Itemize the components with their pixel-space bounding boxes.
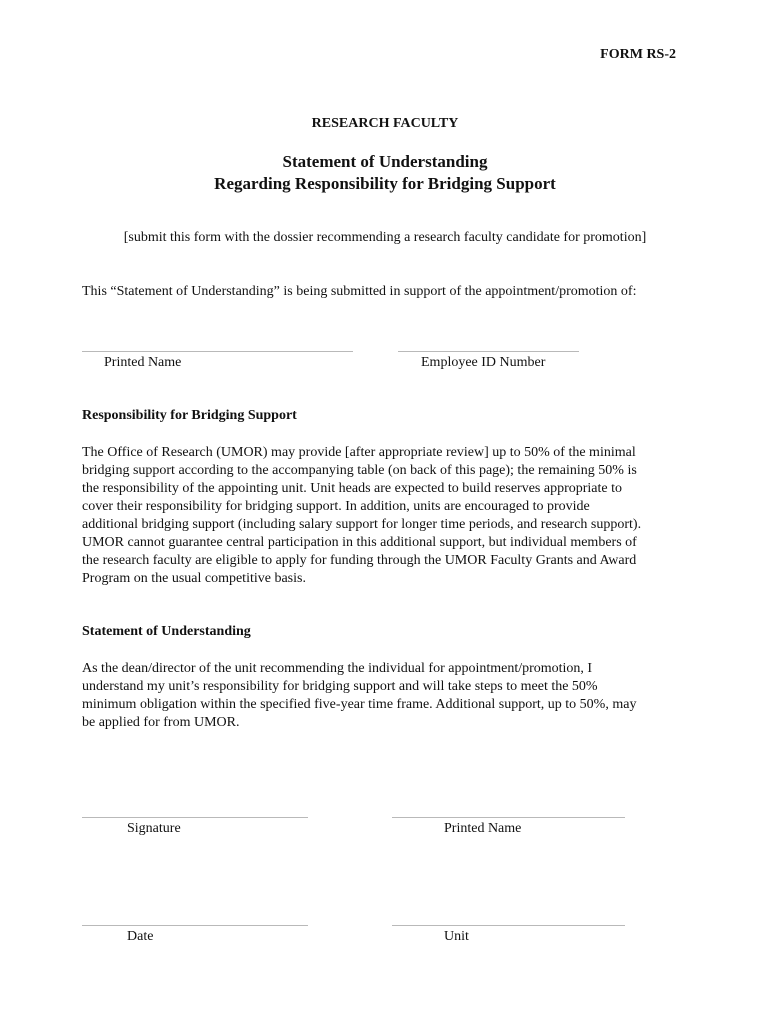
unit-label: Unit bbox=[444, 929, 469, 944]
intro-text: This “Statement of Understanding” is being submitted in support of the appointment/promotion of: bbox=[82, 284, 637, 299]
paragraph-line: bridging support according to the accompanying table (on back of this page); the remaining 50% is bbox=[82, 463, 637, 478]
page-title: Statement of Understanding bbox=[282, 152, 488, 171]
signer-printed-name-line[interactable] bbox=[392, 817, 625, 818]
instruction-note: [submit this form with the dossier recommending a research faculty candidate for promotion] bbox=[123, 230, 647, 245]
date-label: Date bbox=[127, 929, 154, 944]
printed-name-label: Printed Name bbox=[104, 355, 182, 370]
section-heading-bridging: Responsibility for Bridging Support bbox=[82, 408, 297, 423]
employee-id-line[interactable] bbox=[398, 351, 579, 352]
paragraph-line: the research faculty are eligible to apply for funding through the UMOR Faculty Grants and Award bbox=[82, 553, 637, 568]
signer-printed-name-label: Printed Name bbox=[444, 821, 522, 836]
page-subtitle: Regarding Responsibility for Bridging Support bbox=[214, 174, 556, 193]
paragraph-line: additional bridging support (including salary support for longer time periods, and research support). bbox=[82, 517, 642, 532]
section-heading-understanding: Statement of Understanding bbox=[82, 624, 251, 639]
paragraph-line: Program on the usual competitive basis. bbox=[82, 571, 306, 586]
printed-name-line[interactable] bbox=[82, 351, 353, 352]
paragraph-line: minimum obligation within the specified five-year time frame. Additional support, up to 50%, may bbox=[82, 697, 637, 712]
paragraph-line: understand my unit’s responsibility for bridging support and will take steps to meet the 50% bbox=[82, 679, 598, 694]
understanding-paragraph bbox=[82, 660, 690, 732]
paragraph-line: cover their responsibility for bridging support. In addition, units are encouraged to provide bbox=[82, 499, 590, 514]
unit-line[interactable] bbox=[392, 925, 625, 926]
form-code: FORM RS-2 bbox=[600, 47, 676, 62]
paragraph-line: As the dean/director of the unit recommending the individual for appointment/promotion, I bbox=[82, 661, 593, 676]
paragraph-line: be applied for from UMOR. bbox=[82, 715, 240, 730]
paragraph-line: UMOR cannot guarantee central participation in this additional support, but individual members of bbox=[82, 535, 637, 550]
signature-label: Signature bbox=[127, 821, 181, 836]
date-line[interactable] bbox=[82, 925, 308, 926]
signature-line[interactable] bbox=[82, 817, 308, 818]
paragraph-line: The Office of Research (UMOR) may provide [after appropriate review] up to 50% of the minimal bbox=[82, 445, 636, 460]
section-label: RESEARCH FACULTY bbox=[311, 116, 459, 131]
paragraph-line: the responsibility of the appointing unit. Unit heads are expected to build reserves appropriate to bbox=[82, 481, 623, 496]
employee-id-label: Employee ID Number bbox=[421, 355, 546, 370]
bridging-paragraph bbox=[82, 444, 690, 588]
